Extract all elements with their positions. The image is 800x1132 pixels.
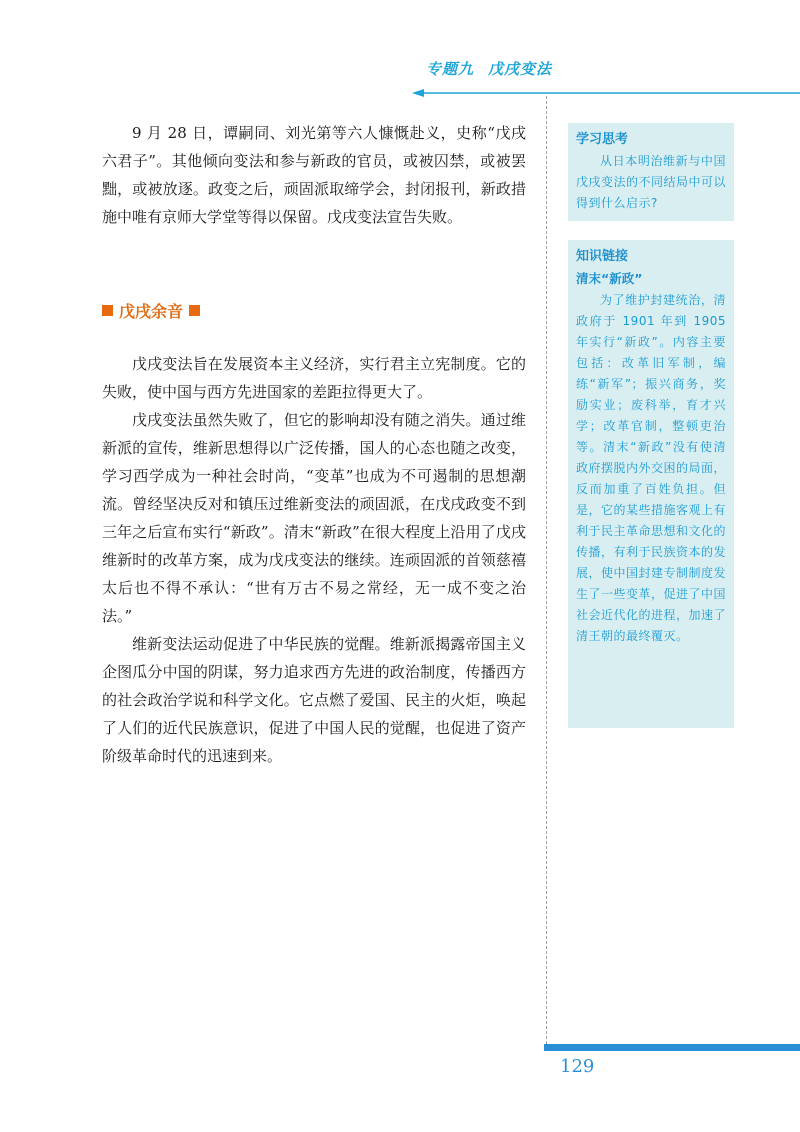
page-number: 129 [560,1056,595,1077]
knowledge-box-text: 为了维护封建统治，清政府于 1901 年到 1905 年实行“新政”。内容主要包括：改革旧军制，编练“新军”；振兴商务，奖励实业；废科举，育才兴学；改革官制，整顿吏治等。清末“新政”没有使清政府摆脱内外交困的局面，反而加重了百姓负担。但是，它的某些措施客观上有利于民主革命思想和文化的传播，有利于民族资本的发展，使中国封建专制制度发生了一些变革，促进了中国社会近代化的进程，加速了清王朝的最终覆灭。 [576,293,727,643]
chapter-title: 戊戌变法 [487,60,552,78]
main-column-body [102,350,526,770]
footer-bar [544,1044,800,1051]
section-heading [102,299,200,322]
knowledge-box-title: 知识链接 [576,249,629,264]
study-box [568,123,734,221]
study-box-title: 学习思考 [576,132,629,147]
main-column-top [102,119,526,231]
body-paragraph: 戊戌变法虽然失败了，但它的影响却没有随之消失。通过维新派的宣传，维新思想得以广泛传播，国人的心态也随之改变，学习西学成为一种社会时尚，“变革”也成为不可遏制的思想潮流。曾经坚决反对和镇压过维新变法的顽固派，在戊戌政变不到三年之后宣布实行“新政”。清末“新政”在很大程度上沿用了戊戌维新时的改革方案，成为戊戌变法的继续。连顽固派的首领慈禧太后也不得不承认：“世有万古不易之常经，无一成不变之治法。” [102,411,526,625]
header-rule [412,88,800,98]
section-title: 戊戌余音 [119,302,184,321]
knowledge-box-subtitle: 清末“新政” [576,271,643,286]
square-bullet-icon [189,305,200,316]
study-box-text: 从日本明治维新与中国戊戌变法的不同结局中可以得到什么启示? [576,154,727,210]
knowledge-box [568,240,734,728]
square-bullet-icon [102,305,113,316]
body-paragraph: 维新变法运动促进了中华民族的觉醒。维新派揭露帝国主义企图瓜分中国的阴谋，努力追求西方先进的政治制度，传播西方的社会政治学说和科学文化。它点燃了爱国、民主的火炬，唤起了人们的近代民族意识，促进了中国人民的觉醒，也促进了资产阶级革命时代的迅速到来。 [102,635,526,765]
column-divider [546,96,547,1044]
chapter-label: 专题九 [425,60,474,78]
chapter-header [426,58,552,79]
intro-paragraph: 9 月 28 日，谭嗣同、刘光第等六人慷慨赴义，史称“戊戌六君子”。其他倾向变法和参与新政的官员，或被囚禁，或被罢黜，或被放逐。政变之后，顽固派取缔学会，封闭报刊，新政措施中唯有京师大学堂等得以保留。戊戌变法宣告失败。 [102,124,526,226]
body-paragraph: 戊戌变法旨在发展资本主义经济，实行君主立宪制度。它的失败，使中国与西方先进国家的差距拉得更大了。 [102,355,526,401]
